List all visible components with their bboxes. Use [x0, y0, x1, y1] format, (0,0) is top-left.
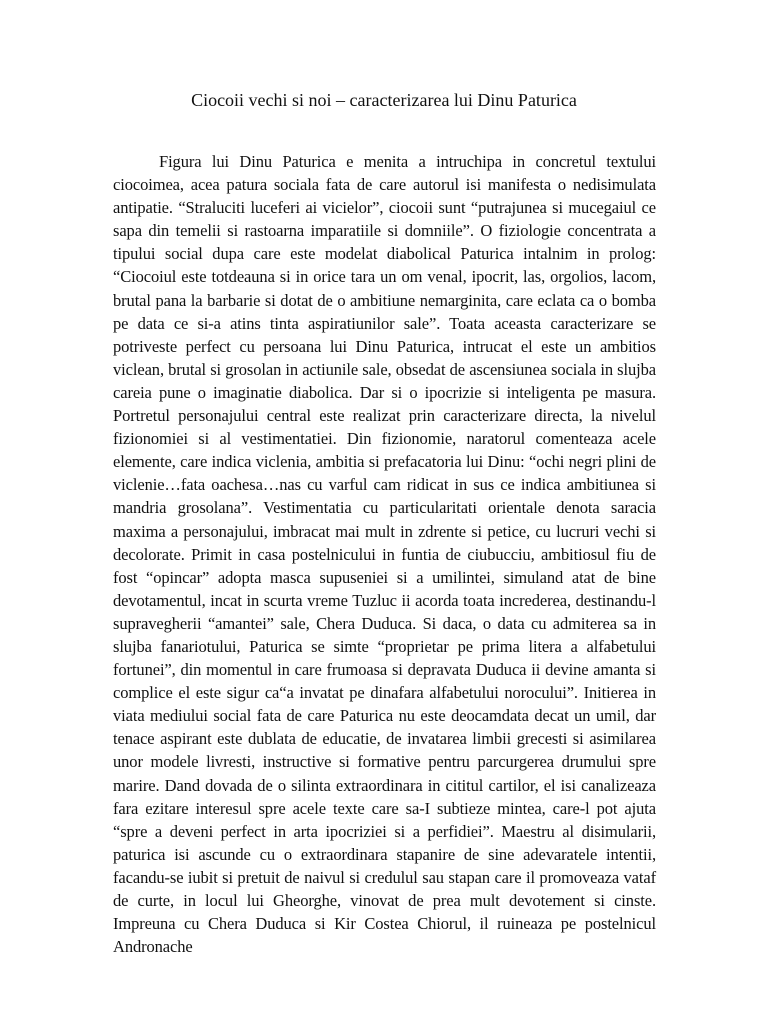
document-paragraph: Figura lui Dinu Paturica e menita a intruchipa in concretul textului ciocoimea, acea patura sociala fata de care autorul isi manifesta o nedisimulata antipatie. “Straluciti luceferi ai vicielor”, ciocoii sunt “putrajunea si mucegaiul ce sapa din temelii si rastoarna imparatiile si domniile”. O fiziologie concentrata a tipului social dupa care este modelat diabolical Paturica intalnim in prolog: “Ciocoiul este totdeauna si in orice tara un om venal, ipocrit, las, orgolios, lacom, brutal pana la barbarie si dotat de o ambitiune nemarginita, care eclata ca o bomba pe data ce si-a atins tinta aspiratiunilor sale”. Toata aceasta caracterizare se potriveste perfect cu persoana lui Dinu Paturica, intrucat el este un ambitios viclean, brutal si grosolan in actiunile sale, obsedat de ascensiunea sociala in slujba careia pune o imaginatie diabolica. Dar si o ipocrizie si inteligenta pe masura. Portretul personajului central este realizat prin caracterizare directa, la nivelul fizionomiei si al vestimentatiei. Din fizionomie, naratorul comenteaza acele elemente, care indica viclenia, ambitia si prefacatoria lui Dinu: “ochi negri plini de viclenie…fata oachesa…nas cu varful cam ridicat in sus ce indica ambitiunea si mandria grosolana”. Vestimentatia cu particularitati orientale denota saracia maxima a personajului, imbracat mai mult in zdrente si petice, cu lucruri vechi si decolorate. Primit in casa postelnicului in funtia de ciubucciu, ambitiosul fiu de fost “opincar” adopta masca supuseniei si a umilintei, simuland atat de bine devotamentul, incat in scurta vreme Tuzluc ii acorda toata increderea, destinandu-l supravegherii “amantei” sale, Chera Duduca. Si daca, o data cu admiterea sa in slujba fanariotului, Paturica se simte “proprietar pe prima litera a alfabetului fortunei”, din momentul in care frumoasa si depravata Duduca ii devine amanta si complice el este sigur ca“a invatat pe dinafara alfabetului norocului”. Initierea in viata mediului social fata de care Paturica nu este deocamdata decat un umil, dar tenace aspirant este dublata de educatie, de invatarea limbii grecesti si asimilarea unor modele livresti, instructive si formative pentru parcurgerea drumului spre marire. Dand dovada de o silinta extraordinara in cititul cartilor, el isi canalizeaza fara ezitare interesul spre acele texte care sa-I subtieze mintea, care-l pot ajuta “spre a deveni perfect in arta ipocriziei si a perfidiei”. Maestru al disimularii, paturica isi ascunde cu o extraordinara stapanire de sine adevaratele intentii, facandu-se iubit si pretuit de naivul si credulul sau stapan care il promoveaza vataf de curte, in locul lui Gheorghe, vinovat de prea mult devotement si cinste. Impreuna cu Chera Duduca si Kir Costea Chiorul, il ruineaza pe postelnicul Andronache: [113, 152, 656, 957]
document-title: Ciocoii vechi si noi – caracterizarea lui Dinu Paturica: [191, 90, 577, 110]
